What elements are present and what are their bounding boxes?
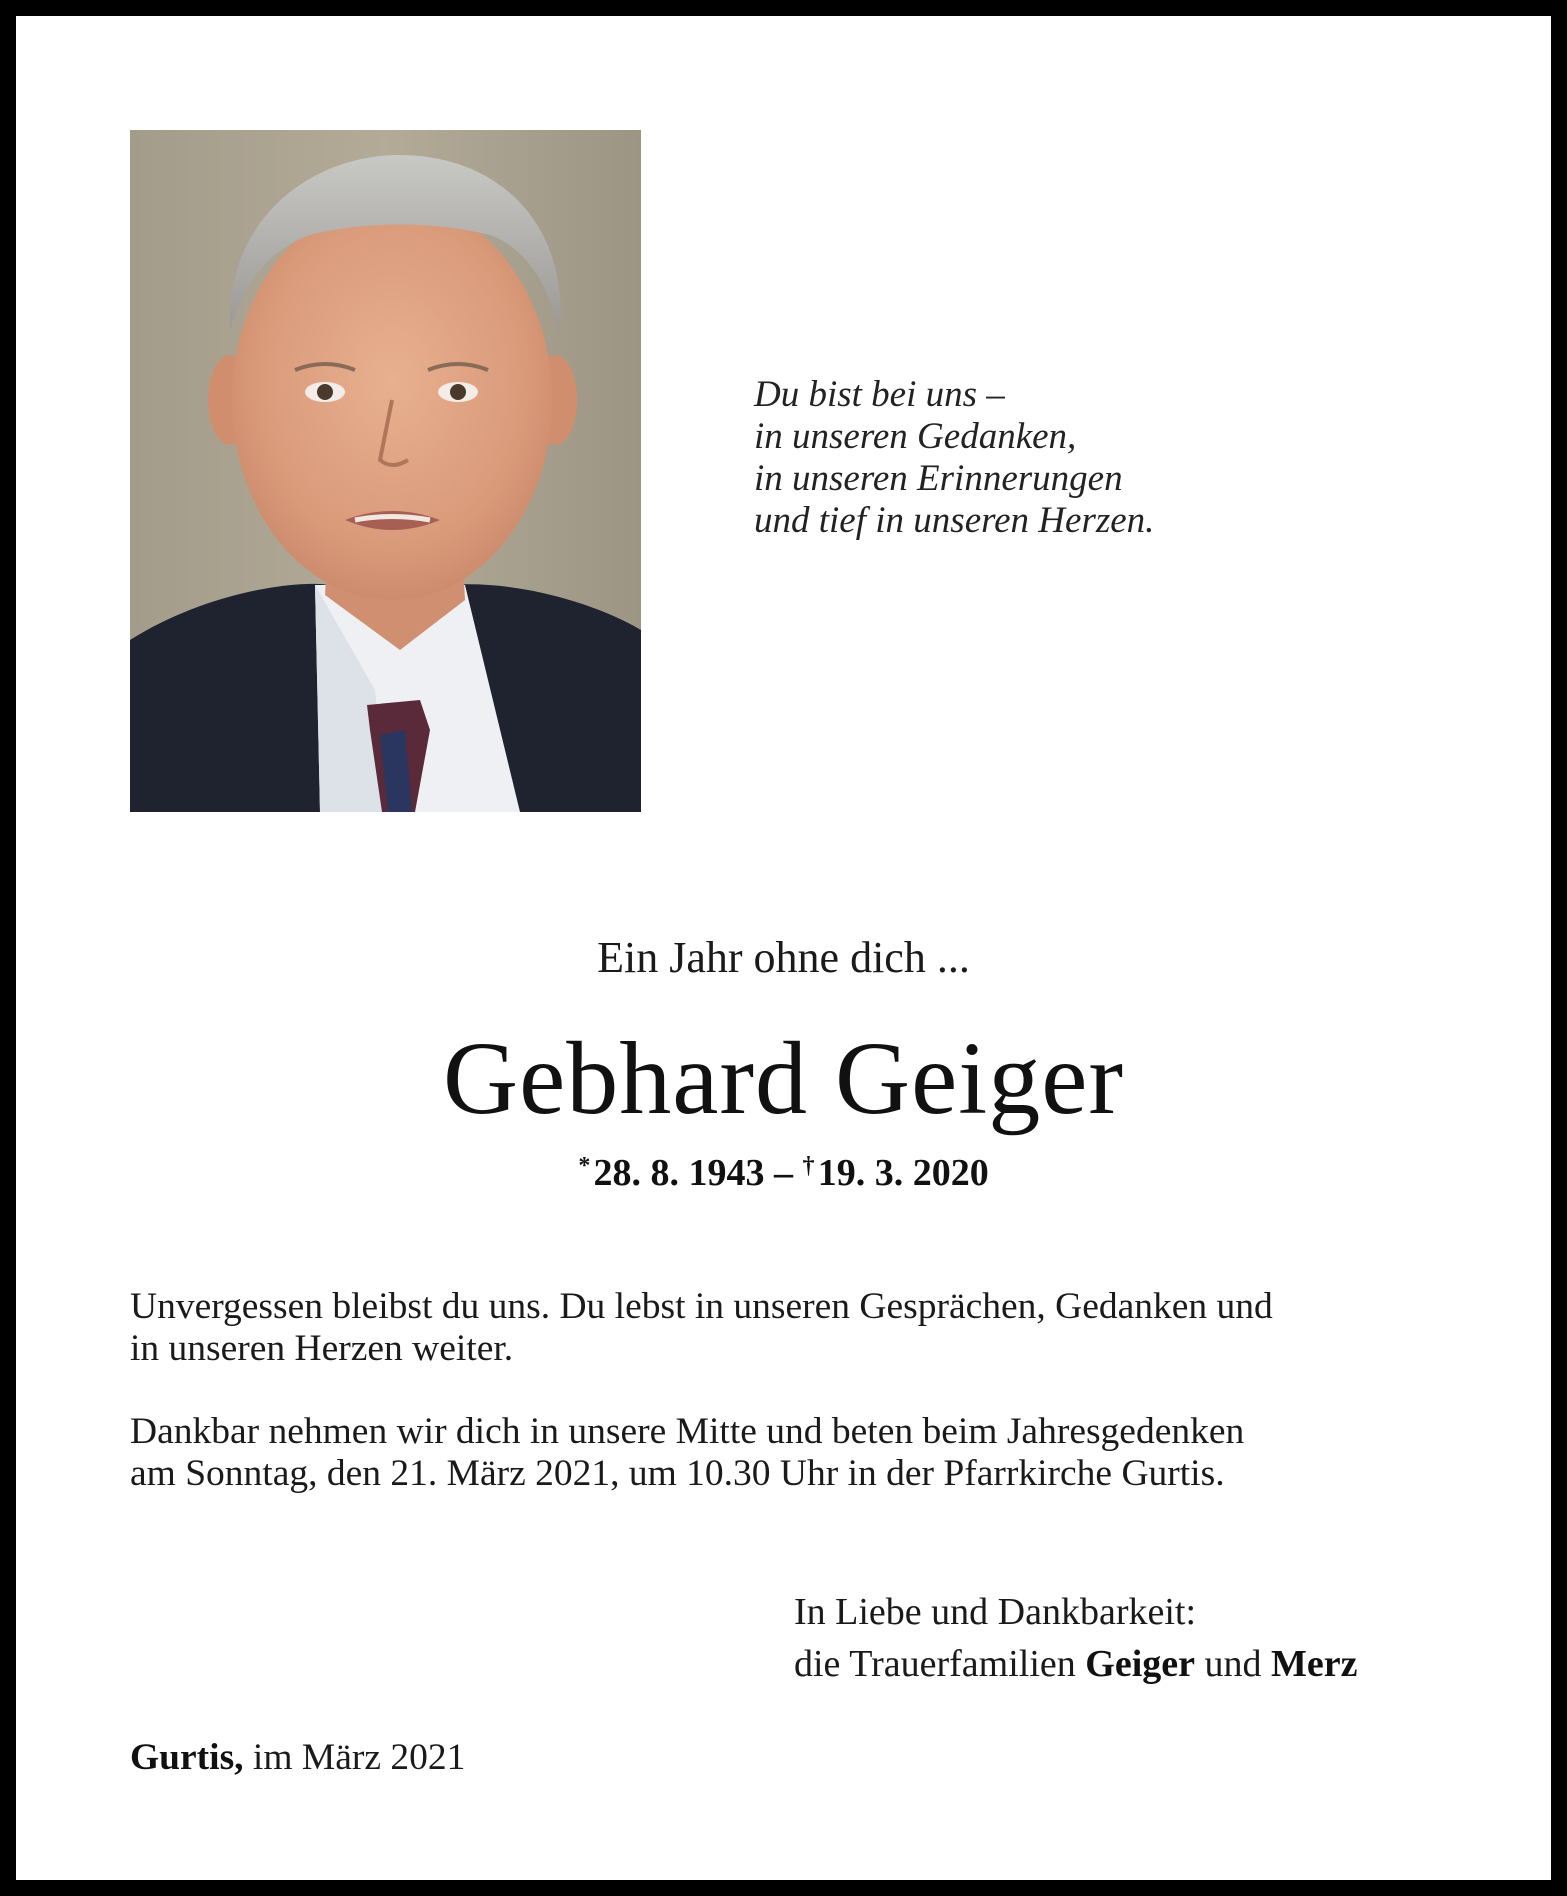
verse <box>754 374 1154 542</box>
family-name: Geiger <box>1085 1643 1195 1685</box>
closing-signature <box>794 1586 1357 1690</box>
deceased-name: Gebhard Geiger <box>442 1021 1124 1136</box>
verse-line: Du bist bei uns – <box>754 374 1005 415</box>
birth-date: 28. 8. 1943 <box>593 1152 765 1194</box>
verse-line: in unseren Gedanken, <box>754 416 1077 457</box>
portrait-photo <box>130 130 641 812</box>
paragraph-line: am Sonntag, den 21. März 2021, um 10.30 Uhr in der Pfarrkirche Gurtis. <box>130 1453 1225 1494</box>
closing-families <box>794 1638 1357 1690</box>
birth-symbol: * <box>578 1153 591 1179</box>
death-date: 19. 3. 2020 <box>817 1152 989 1194</box>
place-date <box>130 1736 465 1779</box>
memorial-paragraph <box>130 1286 1465 1370</box>
death-symbol: † <box>802 1153 815 1179</box>
families-prefix: die Trauerfamilien <box>794 1643 1086 1685</box>
obituary-notice <box>16 16 1551 1880</box>
paragraph-line: Unvergessen bleibst du uns. Du lebst in unseren Gesprächen, Gedanken und <box>130 1286 1273 1327</box>
family-name: Merz <box>1271 1643 1358 1685</box>
paragraph-line: Dankbar nehmen wir dich in unsere Mitte und beten beim Jahresgedenken <box>130 1411 1245 1452</box>
verse-line: und tief in unseren Herzen. <box>754 500 1155 541</box>
place-town: Gurtis, <box>130 1737 244 1778</box>
paragraph-line: in unseren Herzen weiter. <box>130 1328 514 1369</box>
families-joiner: und <box>1195 1643 1271 1685</box>
verse-line: in unseren Erinnerungen <box>754 458 1123 499</box>
service-paragraph <box>130 1411 1465 1495</box>
life-dates <box>16 1151 1551 1195</box>
date-separator: – <box>764 1152 803 1194</box>
portrait-illustration <box>130 130 641 812</box>
intro-line: Ein Jahr ohne dich ... <box>597 933 970 982</box>
closing-line: In Liebe und Dankbarkeit: <box>794 1591 1197 1633</box>
place-date-text: im März 2021 <box>243 1737 466 1778</box>
